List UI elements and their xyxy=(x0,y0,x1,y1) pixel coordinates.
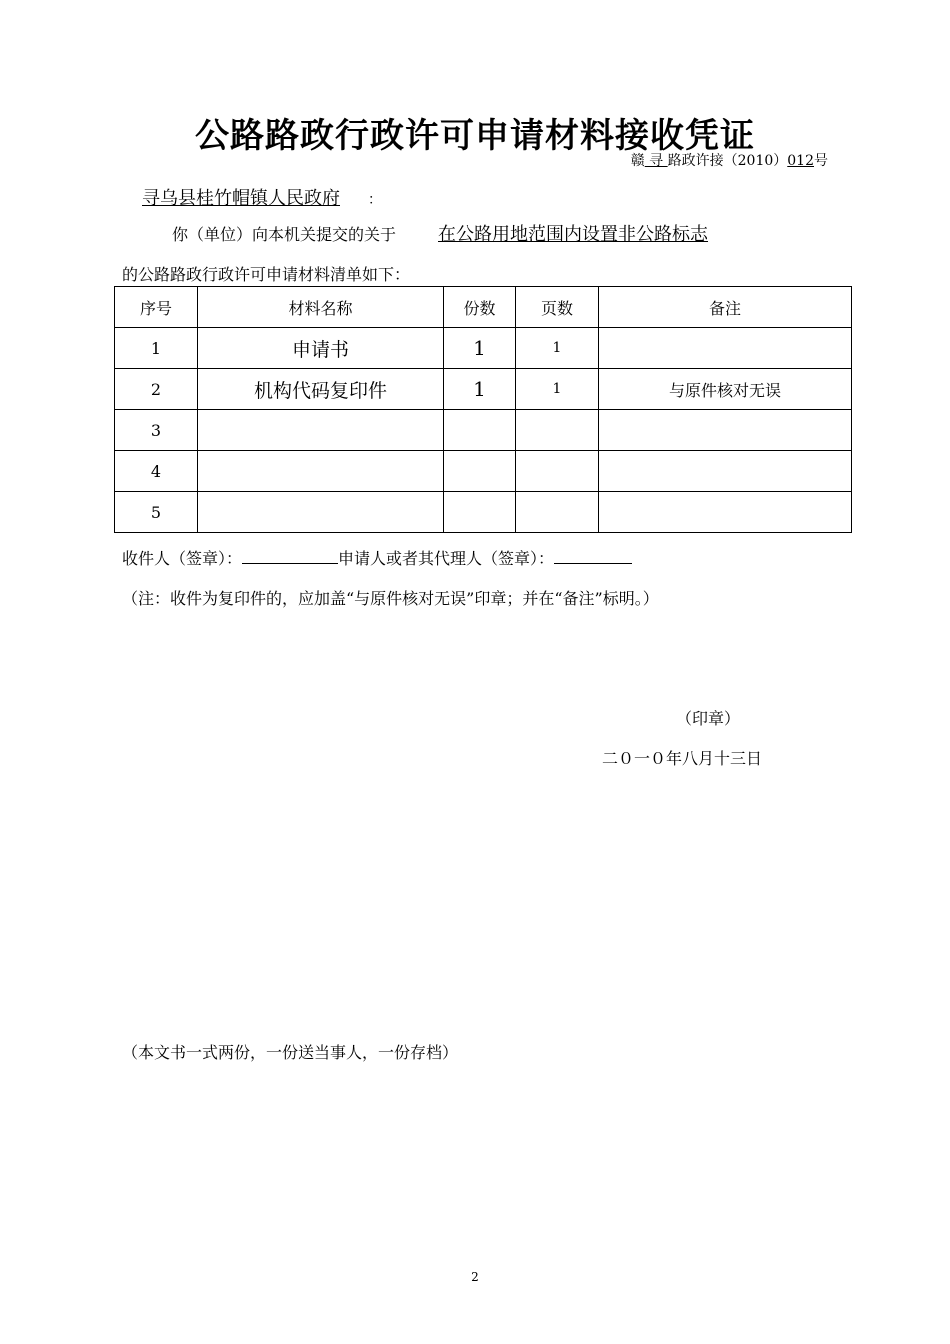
receiver-signature-label: 收件人（签章）： xyxy=(122,549,243,568)
copy-note: （注：收件为复印件的，应加盖“与原件核对无误”印章；并在“备注”标明。） xyxy=(122,589,659,608)
row-serial: 3 xyxy=(115,410,198,451)
row-copies xyxy=(444,451,516,492)
recipient-name: 寻乌县桂竹帽镇人民政府 xyxy=(142,188,340,209)
row-serial: 5 xyxy=(115,492,198,533)
table-row xyxy=(115,410,852,451)
row-material-name xyxy=(198,410,444,451)
row-material-name: 机构代码复印件 xyxy=(198,369,444,410)
table-row xyxy=(115,328,852,369)
doc-number-county: 寻 xyxy=(644,153,668,169)
row-material-name xyxy=(198,492,444,533)
row-material-name xyxy=(198,451,444,492)
intro-line-1 xyxy=(172,220,708,246)
row-copies: 1 xyxy=(444,328,516,369)
receiver-signature-blank xyxy=(242,547,338,564)
header-serial: 序号 xyxy=(115,287,198,328)
issue-date: 二０一０年八月十三日 xyxy=(602,749,763,768)
application-subject: 在公路用地范围内设置非公路标志 xyxy=(438,224,709,245)
row-remark xyxy=(599,451,852,492)
seal-placeholder: （印章） xyxy=(676,709,741,728)
doc-number-middle: 路政许接（2010） xyxy=(667,153,788,169)
row-remark xyxy=(599,492,852,533)
applicant-signature-blank xyxy=(554,547,632,564)
header-material-name: 材料名称 xyxy=(198,287,444,328)
intro-line-2: 的公路路政行政许可申请材料清单如下： xyxy=(122,265,411,284)
row-remark xyxy=(599,328,852,369)
applicant-signature-label: 申请人或者其代理人（签章）： xyxy=(338,549,555,568)
page-number: 2 xyxy=(471,1270,479,1284)
row-serial: 2 xyxy=(115,369,198,410)
signature-line xyxy=(122,546,632,569)
doc-number-serial: 012 xyxy=(787,153,814,169)
doc-number-suffix: 号 xyxy=(814,153,828,169)
table-row xyxy=(115,492,852,533)
copies-note: （本文书一式两份，一份送当事人，一份存档） xyxy=(122,1043,459,1062)
row-pages xyxy=(516,410,599,451)
doc-number-prefix: 赣 xyxy=(630,153,645,169)
row-copies: 1 xyxy=(444,369,516,410)
intro-text: 你（单位）向本机关提交的关于 xyxy=(172,225,397,244)
row-serial: 4 xyxy=(115,451,198,492)
recipient-colon: ： xyxy=(368,192,382,208)
row-copies xyxy=(444,410,516,451)
row-pages: 1 xyxy=(516,328,599,369)
row-pages: 1 xyxy=(516,369,599,410)
row-remark xyxy=(599,410,852,451)
document-title: 公路路政行政许可申请材料接收凭证 xyxy=(195,116,755,156)
table-header-row xyxy=(115,287,852,328)
row-serial: 1 xyxy=(115,328,198,369)
table-row xyxy=(115,451,852,492)
header-copies: 份数 xyxy=(444,287,516,328)
row-pages xyxy=(516,492,599,533)
document-number xyxy=(631,150,828,170)
recipient-line xyxy=(122,184,382,210)
table-row xyxy=(115,369,852,410)
header-remarks: 备注 xyxy=(599,287,852,328)
header-pages: 页数 xyxy=(516,287,599,328)
row-remark: 与原件核对无误 xyxy=(599,369,852,410)
row-pages xyxy=(516,451,599,492)
row-copies xyxy=(444,492,516,533)
row-material-name: 申请书 xyxy=(198,328,444,369)
materials-table xyxy=(114,286,852,533)
